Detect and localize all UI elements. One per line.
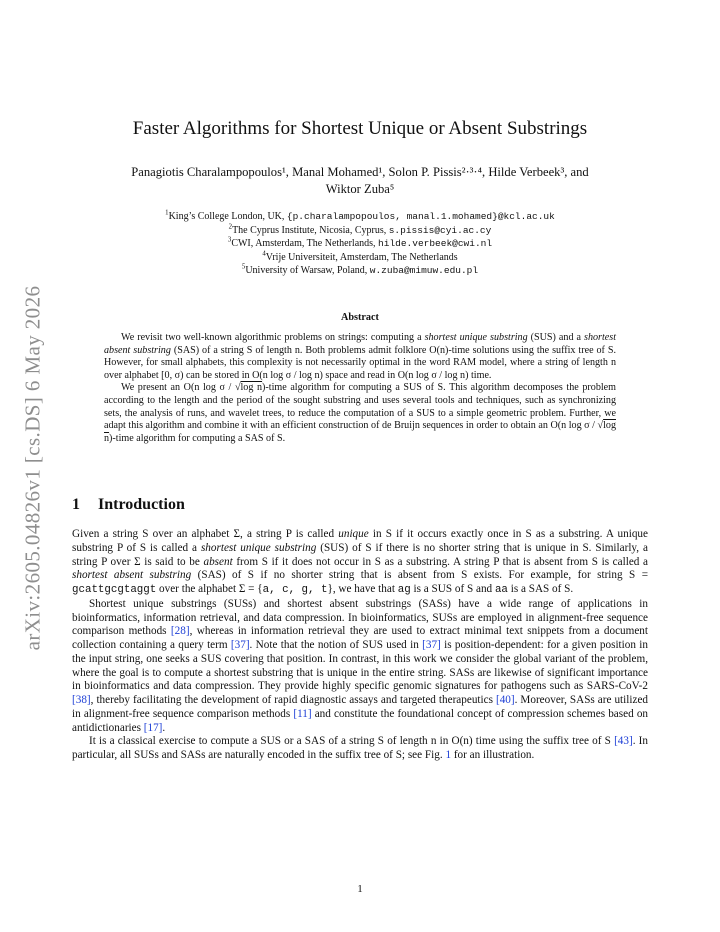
author-list bbox=[90, 164, 630, 198]
email-link[interactable]: {p.charalampopoulos, manal.1.mohamed}@kcl.ac.uk bbox=[286, 211, 555, 222]
citation-link[interactable]: [43] bbox=[614, 735, 633, 748]
arxiv-stamp bbox=[14, 265, 52, 670]
affiliation-2: $^2$The Cyprus Institute, Nicosia, Cyprus, s.pissis@cyi.ac.cy bbox=[228, 223, 492, 236]
introduction-body bbox=[72, 528, 648, 763]
author-line-2: Wiktor Zuba⁵ bbox=[325, 182, 395, 196]
citation-link[interactable]: [28] bbox=[170, 625, 190, 638]
section-number: 1 bbox=[72, 496, 80, 513]
figure-link[interactable]: 1 bbox=[445, 749, 452, 761]
section-title: Introduction bbox=[98, 496, 185, 513]
author-line-1: Panagiotis Charalampopoulos¹, Manal Mohamed¹, Solon P. Pissis²·³·⁴, Hilde Verbeek³, and bbox=[131, 165, 589, 179]
intro-paragraph-3: It is a classical exercise to compute a SUS or a SAS of a string S of length n in O(n) time using the suffix tree of S [43]. In particular, all SUSs and SASs are naturally encoded in the suffix tree of S; see Fig. 1 for an illustration. bbox=[72, 735, 648, 761]
page-number: 1 bbox=[357, 883, 363, 895]
affiliation-4: $^4$Vrije Universiteit, Amsterdam, The Netherlands bbox=[262, 250, 458, 263]
arxiv-stamp-text: arXiv:2605.04826v1 [cs.DS] 6 May 2026 bbox=[20, 285, 45, 650]
affiliation-5: $^5$University of Warsaw, Poland, w.zuba@mimuw.edu.pl bbox=[241, 264, 479, 277]
abstract-body bbox=[104, 332, 616, 445]
citation-link[interactable]: [37] bbox=[230, 639, 250, 651]
citation-link[interactable]: [37] bbox=[422, 639, 441, 651]
abstract-heading: Abstract bbox=[341, 312, 379, 323]
intro-paragraph-2: Shortest unique substrings (SUSs) and shortest absent substrings (SASs) have a wide range of applications in bioinformatics, information retrieval, and data compression. In bioinformatics, SUSs are employed in alignment-free sequence comparison methods [28], whereas in information retrieval they are used to extract minimal text snippets from a document collection containing a query term [37]. Note that the notion of SUS used in [37] is position-dependent: for a given position in the input string, one seeks a SUS covering that position. In contrast, in this work we consider the global variant of the problem, where the goal is to compute a shortest substring that is unique in the entire string. SASs are likewise of significant importance in bioinformatics and data compression. They provide highly specific genomic signatures for pathogens such as SARS-CoV-2 [38], thereby facilitating the development of rapid diagnostic assays and targeted therapeutics [40]. Moreover, SASs are utilized in alignment-free sequence comparison methods [11] and constitute the foundational concept of compression schemes based on antidictionaries [17]. bbox=[72, 597, 649, 734]
paper-title: Faster Algorithms for Shortest Unique or Absent Substrings bbox=[132, 118, 588, 139]
citation-link[interactable]: [11] bbox=[293, 707, 312, 720]
abstract-paragraph-1: We revisit two well-known algorithmic problems on strings: computing a shortest unique substring (SUS) and a shortest absent substring (SAS) of a string S of length n. Both problems admit folklore O(n)-time solutions using the suffix tree of S. However, for small alphabets, this complexity is not necessarily optimal in the word RAM model, where a string of length n over alphabet [0, σ) can be stored in O(n log σ / log n) space and read in O(n log σ / log n) time. bbox=[104, 332, 616, 381]
affiliation-1: $^1$King’s College London, UK, {p.charalampopoulos, manal.1.mohamed}@kcl.ac.uk bbox=[165, 209, 555, 222]
email-link[interactable]: w.zuba@mimuw.edu.pl bbox=[369, 265, 479, 277]
email-link[interactable]: hilde.verbeek@cwi.nl bbox=[378, 238, 493, 250]
citation-link[interactable]: [40] bbox=[495, 694, 515, 706]
affiliations bbox=[72, 210, 648, 278]
abstract-paragraph-2: We present an O(n log σ / √log n)-time algorithm for computing a SUS of S. This algorithm decomposes the problem according to the length and the period of the sought substring and uses several tools and techniques, such as synchronizing sets, the analysis of runs, and wavelet trees, to reduce the computation of a SUS to a simple geometric problem. Further, we adapt this algorithm and combine it with an efficient construction of de Bruijn sequences in order to obtain an O(n log σ / √log n)-time algorithm for computing a SAS of S. bbox=[104, 382, 617, 444]
citation-link[interactable]: [17] bbox=[143, 721, 163, 734]
citation-link[interactable]: [38] bbox=[72, 694, 91, 706]
intro-paragraph-1: Given a string S over an alphabet Σ, a string P is called unique in S if it occurs exactly once in S as a substring. A unique substring P of S is called a shortest unique substring (SUS) of S if there is no shorter string that is unique in S. Similarly, a string P over Σ is said to be absent from S if it does not occur in S as a substring. A string P that is absent from S is called a shortest absent substring (SAS) of S if no shorter string that is absent from S exists. For example, for string S = gcattgcgtaggt over the alphabet Σ = {a, c, g, t}, we have that ag is a SUS of S and aa is a SAS of S. bbox=[72, 528, 649, 596]
section-heading bbox=[72, 496, 648, 514]
email-link[interactable]: s.pissis@cyi.ac.cy bbox=[388, 224, 492, 236]
affiliation-3: $^3$CWI, Amsterdam, The Netherlands, hilde.verbeek@cwi.nl bbox=[227, 236, 493, 250]
